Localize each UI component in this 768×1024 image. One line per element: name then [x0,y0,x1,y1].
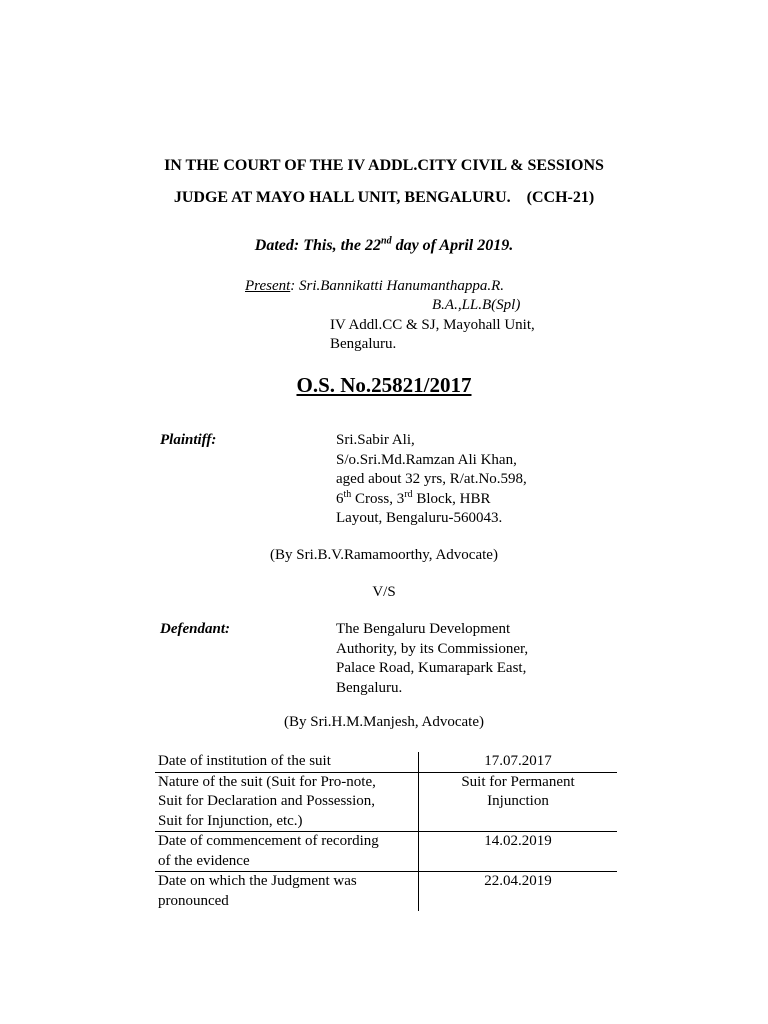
judge-place: Bengaluru. [330,336,397,352]
versus-label: V/S [372,584,396,600]
defendant-label: Defendant: [160,621,230,637]
dated-rest: day of April 2019. [391,237,514,254]
table-value-cell [419,772,618,832]
defendant-line-4: Bengaluru. [336,679,403,696]
table-key-line: of the evidence [158,852,250,869]
defendant-details [336,620,528,698]
court-heading-line-1: IN THE COURT OF THE IV ADDL.CITY CIVIL & SESSIONS [164,157,604,174]
table-key-cell [155,872,419,912]
defendant-line-2: Authority, by its Commissioner, [336,640,529,657]
table-key-line: Date on which the Judgment was [158,873,357,889]
court-heading-line-2: JUDGE AT MAYO HALL UNIT, BENGALURU. (CCH-21) [173,189,595,206]
defendant-line-3: Palace Road, Kumarapark East, [336,660,527,676]
judge-name: Sri.Bannikatti Hanumanthappa.R. [299,278,505,294]
table-key-line: Date of commencement of recording [158,833,379,849]
table-key-line: Suit for Declaration and Possession, [158,793,376,809]
table-key-cell [155,752,419,772]
dated-line [0,236,768,256]
table-row [155,872,617,912]
table-row [155,752,617,772]
table-value-line: 22.04.2019 [484,873,552,889]
case-number: O.S. No.25821/2017 [296,373,472,397]
case-details-table [155,752,617,911]
present-label: Present [245,278,291,294]
table-value-line: 17.07.2017 [484,753,552,769]
plaintiff-advocate: (By Sri.B.V.Ramamoorthy, Advocate) [270,547,498,563]
plaintiff-line-4: 6th Cross, 3rd Block, HBR [336,488,491,507]
table-key-cell [155,832,419,872]
table-value-line: 14.02.2019 [484,833,552,849]
dated-suffix: nd [381,235,392,247]
present-line [245,277,504,297]
table-value-line: Injunction [487,793,549,809]
table-value-cell [419,872,618,912]
dated-prefix: Dated: This, the 22 [254,237,382,254]
plaintiff-details [336,431,527,529]
table-value-line: Suit for Permanent [461,773,575,790]
table-key-line: Nature of the suit (Suit for Pro-note, [158,773,376,790]
table-row [155,832,617,872]
plaintiff-label: Plaintiff: [160,432,217,448]
table-key-line: Suit for Injunction, etc.) [158,812,303,829]
plaintiff-line-3: aged about 32 yrs, R/at.No.598, [336,471,527,487]
judge-designation: IV Addl.CC & SJ, Mayohall Unit, [330,317,535,333]
table-row [155,772,617,832]
table-value-cell [419,752,618,772]
table-value-cell [419,832,618,872]
table-key-line: Date of institution of the suit [158,753,331,769]
plaintiff-line-5: Layout, Bengaluru-560043. [336,510,503,526]
plaintiff-line-1: Sri.Sabir Ali, [336,432,415,448]
defendant-line-1: The Bengaluru Development [336,621,511,637]
present-colon: : [290,278,300,294]
plaintiff-line-2: S/o.Sri.Md.Ramzan Ali Khan, [336,451,517,468]
defendant-advocate: (By Sri.H.M.Manjesh, Advocate) [284,714,484,730]
table-key-line: pronounced [158,892,229,909]
judge-qualification: B.A.,LL.B(Spl) [432,297,521,313]
table-key-cell [155,772,419,832]
